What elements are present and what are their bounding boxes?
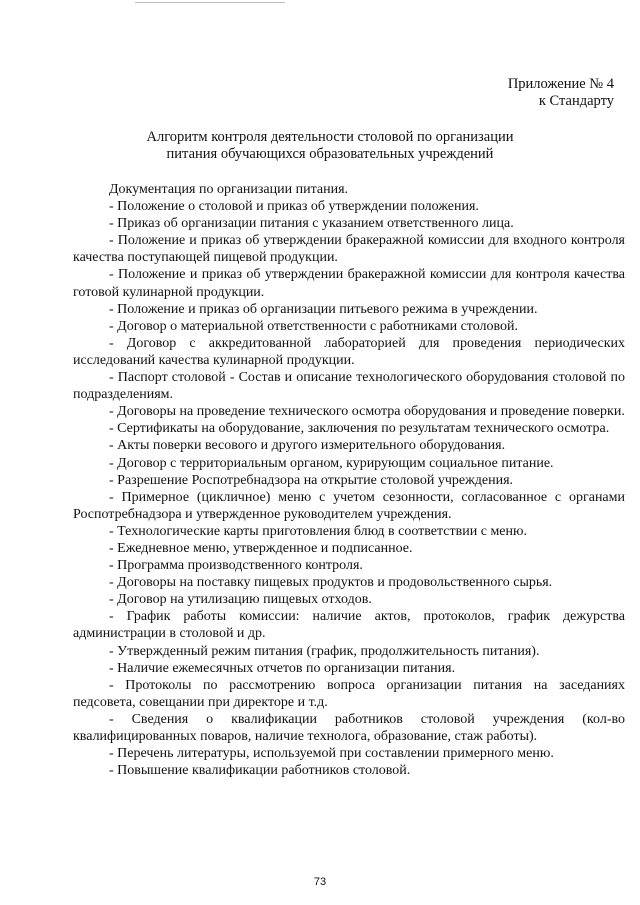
documentation-list — [73, 198, 625, 779]
list-item: - Договоры на проведение технического осмотра оборудования и проведение поверки. — [109, 404, 625, 420]
list-item: - Сведения о квалификации работников столовой учреждения (кол-во квалифицированных поваров, наличие технолога, образование, стаж работы). — [73, 711, 625, 744]
list-item: - Технологические карты приготовления блюд в соответствии с меню. — [109, 523, 527, 539]
list-item: - Положение и приказ об утверждении бракеражной комиссии для входного контроля качества поступающей пищевой продукции. — [73, 233, 625, 266]
document-title — [70, 129, 590, 163]
list-item: - Договоры на поставку пищевых продуктов и продовольственного сырья. — [109, 575, 553, 591]
list-item: - Утвержденный режим питания (график, продолжительность питания). — [109, 643, 540, 659]
list-item: - Договор о материальной ответственности с работниками столовой. — [109, 318, 519, 334]
list-item: - Договор с территориальным органом, курирующим социальное питание. — [109, 455, 554, 471]
list-item: - Перечень литературы, используемой при составлении примерного меню. — [109, 746, 554, 762]
page-number: 73 — [313, 876, 327, 888]
appendix-reference — [508, 76, 614, 110]
list-item: - Договор на утилизацию пищевых отходов. — [109, 592, 372, 608]
title-line-2: питания обучающихся образовательных учреждений — [166, 146, 494, 162]
list-item: - Сертификаты на оборудование, заключения по результатам технического осмотра. — [109, 421, 610, 437]
list-item: - Протоколы по рассмотрению вопроса организации питания на заседаниях педсовета, совещании при директоре и т.д. — [73, 677, 625, 710]
list-item: - График работы комиссии: наличие актов, протоколов, график дежурства администрации в столовой и др. — [73, 609, 625, 642]
list-item: - Ежедневное меню, утвержденное и подписанное. — [109, 540, 413, 556]
list-item: - Разрешение Роспотребнадзора на открытие столовой учреждения. — [109, 472, 514, 488]
list-item: - Договор с аккредитованной лабораторией для проведения периодических исследований качества кулинарной продукции. — [73, 335, 625, 368]
appendix-line-1: Приложение № 4 — [507, 76, 614, 92]
list-item: - Приказ об организации питания с указанием ответственного лица. — [109, 216, 514, 232]
scan-artifact-line — [135, 2, 285, 3]
appendix-line-2: к Стандарту — [538, 93, 614, 109]
list-item: - Наличие ежемесячных отчетов по организации питания. — [109, 660, 456, 676]
list-item: - Акты поверки весового и другого измерительного оборудования. — [109, 438, 506, 454]
list-item: - Положение и приказ об утверждении бракеражной комиссии для контроля качества готовой кулинарной продукции. — [73, 267, 625, 300]
list-item: - Повышение квалификации работников столовой. — [109, 763, 411, 779]
list-item: - Положение и приказ об организации питьевого режима в учреждении. — [109, 301, 538, 317]
list-item: - Паспорт столовой - Состав и описание технологического оборудования столовой по подразделениям. — [73, 370, 625, 403]
list-item: - Положение о столовой и приказ об утверждении положения. — [109, 199, 479, 215]
document-body — [73, 181, 625, 779]
list-item: - Программа производственного контроля. — [109, 558, 363, 574]
intro-paragraph: Документация по организации питания. — [109, 182, 349, 197]
list-item: - Примерное (цикличное) меню с учетом сезонности, согласованное с органами Роспотребнадзора и утвержденное руководителем учреждения. — [73, 489, 625, 522]
title-line-1: Алгоритм контроля деятельности столовой по организации — [146, 129, 514, 145]
